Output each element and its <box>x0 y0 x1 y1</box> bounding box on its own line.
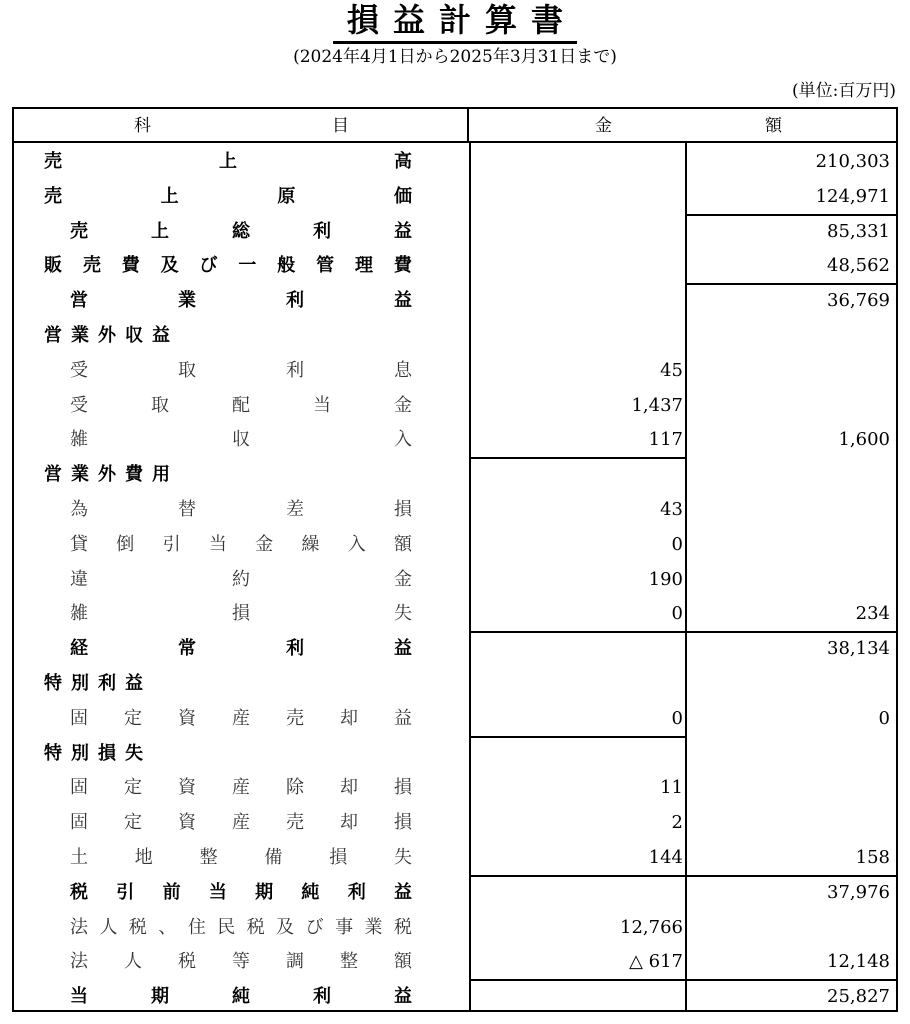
subject-column-header <box>14 109 469 143</box>
row-label: 経 常 利 益 <box>70 638 412 660</box>
statement-row <box>14 528 896 563</box>
detail-amount: △ 617 <box>629 951 683 973</box>
subtotal-line <box>471 457 685 459</box>
fiscal-period: (2024年4月1日から2025年3月31日まで) <box>293 47 617 67</box>
statement-row <box>14 876 896 911</box>
row-label: 固 定 資 産 除 却 損 <box>70 777 412 799</box>
row-label: 売 上 高 <box>44 151 412 172</box>
statement-row <box>14 841 896 876</box>
document-title: 損益計算書 <box>0 0 910 40</box>
row-label: 特 別 損 失 <box>44 742 152 764</box>
detail-amount: 117 <box>648 429 683 451</box>
subtotal-line <box>471 736 685 738</box>
statement-row <box>14 806 896 841</box>
total-amount: 0 <box>878 707 890 729</box>
row-label: 法 人 税 等 調 整 額 <box>70 951 412 973</box>
row-label: 売 上 原 価 <box>44 185 412 207</box>
row-label: 貸 倒 引 当 金 繰 入 額 <box>70 533 412 555</box>
row-label: 雑 収 入 <box>70 429 412 451</box>
total-amount: 38,134 <box>827 638 890 660</box>
statement-row <box>14 632 896 667</box>
subtotal-line <box>687 631 896 633</box>
detail-amount: 12,766 <box>620 916 683 938</box>
row-label: 受 取 利 息 <box>70 359 412 381</box>
detail-amount: 0 <box>671 533 683 555</box>
row-label: 固 定 資 産 売 却 損 <box>70 812 412 834</box>
statement-row <box>14 911 896 946</box>
row-label: 営 業 外 費 用 <box>44 464 179 486</box>
detail-amount: 45 <box>660 359 683 381</box>
row-label: 固 定 資 産 売 却 益 <box>70 707 412 729</box>
detail-amount: 144 <box>648 847 683 868</box>
statement-row <box>14 458 896 493</box>
subtotal-line <box>471 875 685 877</box>
amount-column-header <box>469 109 896 143</box>
row-label: 土 地 整 備 損 失 <box>70 847 412 868</box>
statement-row <box>14 597 896 632</box>
detail-amount: 0 <box>671 707 683 729</box>
row-label: 違 約 金 <box>70 568 412 590</box>
row-label: 販 売 費 及 び 一 般 管 理 費 <box>44 255 412 277</box>
row-label: 当 期 純 利 益 <box>70 986 412 1008</box>
subtotal-line <box>687 214 896 216</box>
subject-header-b: 目 <box>332 116 349 136</box>
row-label: 雑 損 失 <box>70 603 412 625</box>
statement-row <box>14 249 896 284</box>
statement-row <box>14 180 896 215</box>
row-label: 特 別 利 益 <box>44 673 152 694</box>
row-label: 売 上 総 利 益 <box>70 220 412 242</box>
total-amount: 36,769 <box>827 290 890 312</box>
row-label: 受 取 配 当 金 <box>70 394 412 416</box>
subtotal-line <box>471 631 685 633</box>
amount-header-a: 金 <box>595 116 612 136</box>
statement-row <box>14 493 896 528</box>
statement-row <box>14 771 896 806</box>
statement-row <box>14 563 896 598</box>
statement-row <box>14 423 896 458</box>
detail-amount: 11 <box>660 777 683 799</box>
statement-row <box>14 319 896 354</box>
detail-amount: 1,437 <box>631 394 683 416</box>
total-amount: 48,562 <box>827 255 890 277</box>
total-amount: 1,600 <box>838 429 890 451</box>
statement-row <box>14 667 896 702</box>
statement-row <box>14 980 896 1015</box>
statement-row <box>14 215 896 250</box>
statement-row <box>14 389 896 424</box>
detail-amount: 190 <box>648 568 683 590</box>
unit-label: (単位:百万円) <box>792 81 896 101</box>
subtotal-line <box>687 283 896 285</box>
detail-amount: 2 <box>671 812 683 834</box>
row-label: 法 人 税 、 住 民 税 及 び 事 業 税 <box>70 916 412 938</box>
statement-row <box>14 354 896 389</box>
subtotal-line <box>471 979 685 981</box>
statement-row <box>14 737 896 772</box>
detail-amount: 0 <box>671 603 683 625</box>
statement-row <box>14 284 896 319</box>
statement-row <box>14 145 896 180</box>
statement-row <box>14 702 896 737</box>
row-label: 税 引 前 当 期 純 利 益 <box>70 881 412 903</box>
total-amount: 12,148 <box>827 951 890 973</box>
row-label: 為 替 差 損 <box>70 499 412 520</box>
row-label: 営 業 利 益 <box>70 290 412 312</box>
subtotal-line <box>687 875 896 877</box>
row-label: 営 業 外 収 益 <box>44 325 179 346</box>
total-amount: 124,971 <box>815 185 890 207</box>
statement-row <box>14 945 896 980</box>
total-amount: 37,976 <box>827 881 890 903</box>
total-amount: 25,827 <box>827 986 890 1008</box>
subject-header-a: 科 <box>134 116 151 136</box>
total-amount: 210,303 <box>815 151 890 172</box>
detail-amount: 43 <box>660 499 683 520</box>
subtotal-line <box>687 979 896 981</box>
total-amount: 158 <box>855 847 890 868</box>
amount-header-b: 額 <box>765 116 782 136</box>
income-statement-table <box>12 107 898 1012</box>
total-amount: 85,331 <box>827 220 890 242</box>
total-amount: 234 <box>855 603 890 625</box>
